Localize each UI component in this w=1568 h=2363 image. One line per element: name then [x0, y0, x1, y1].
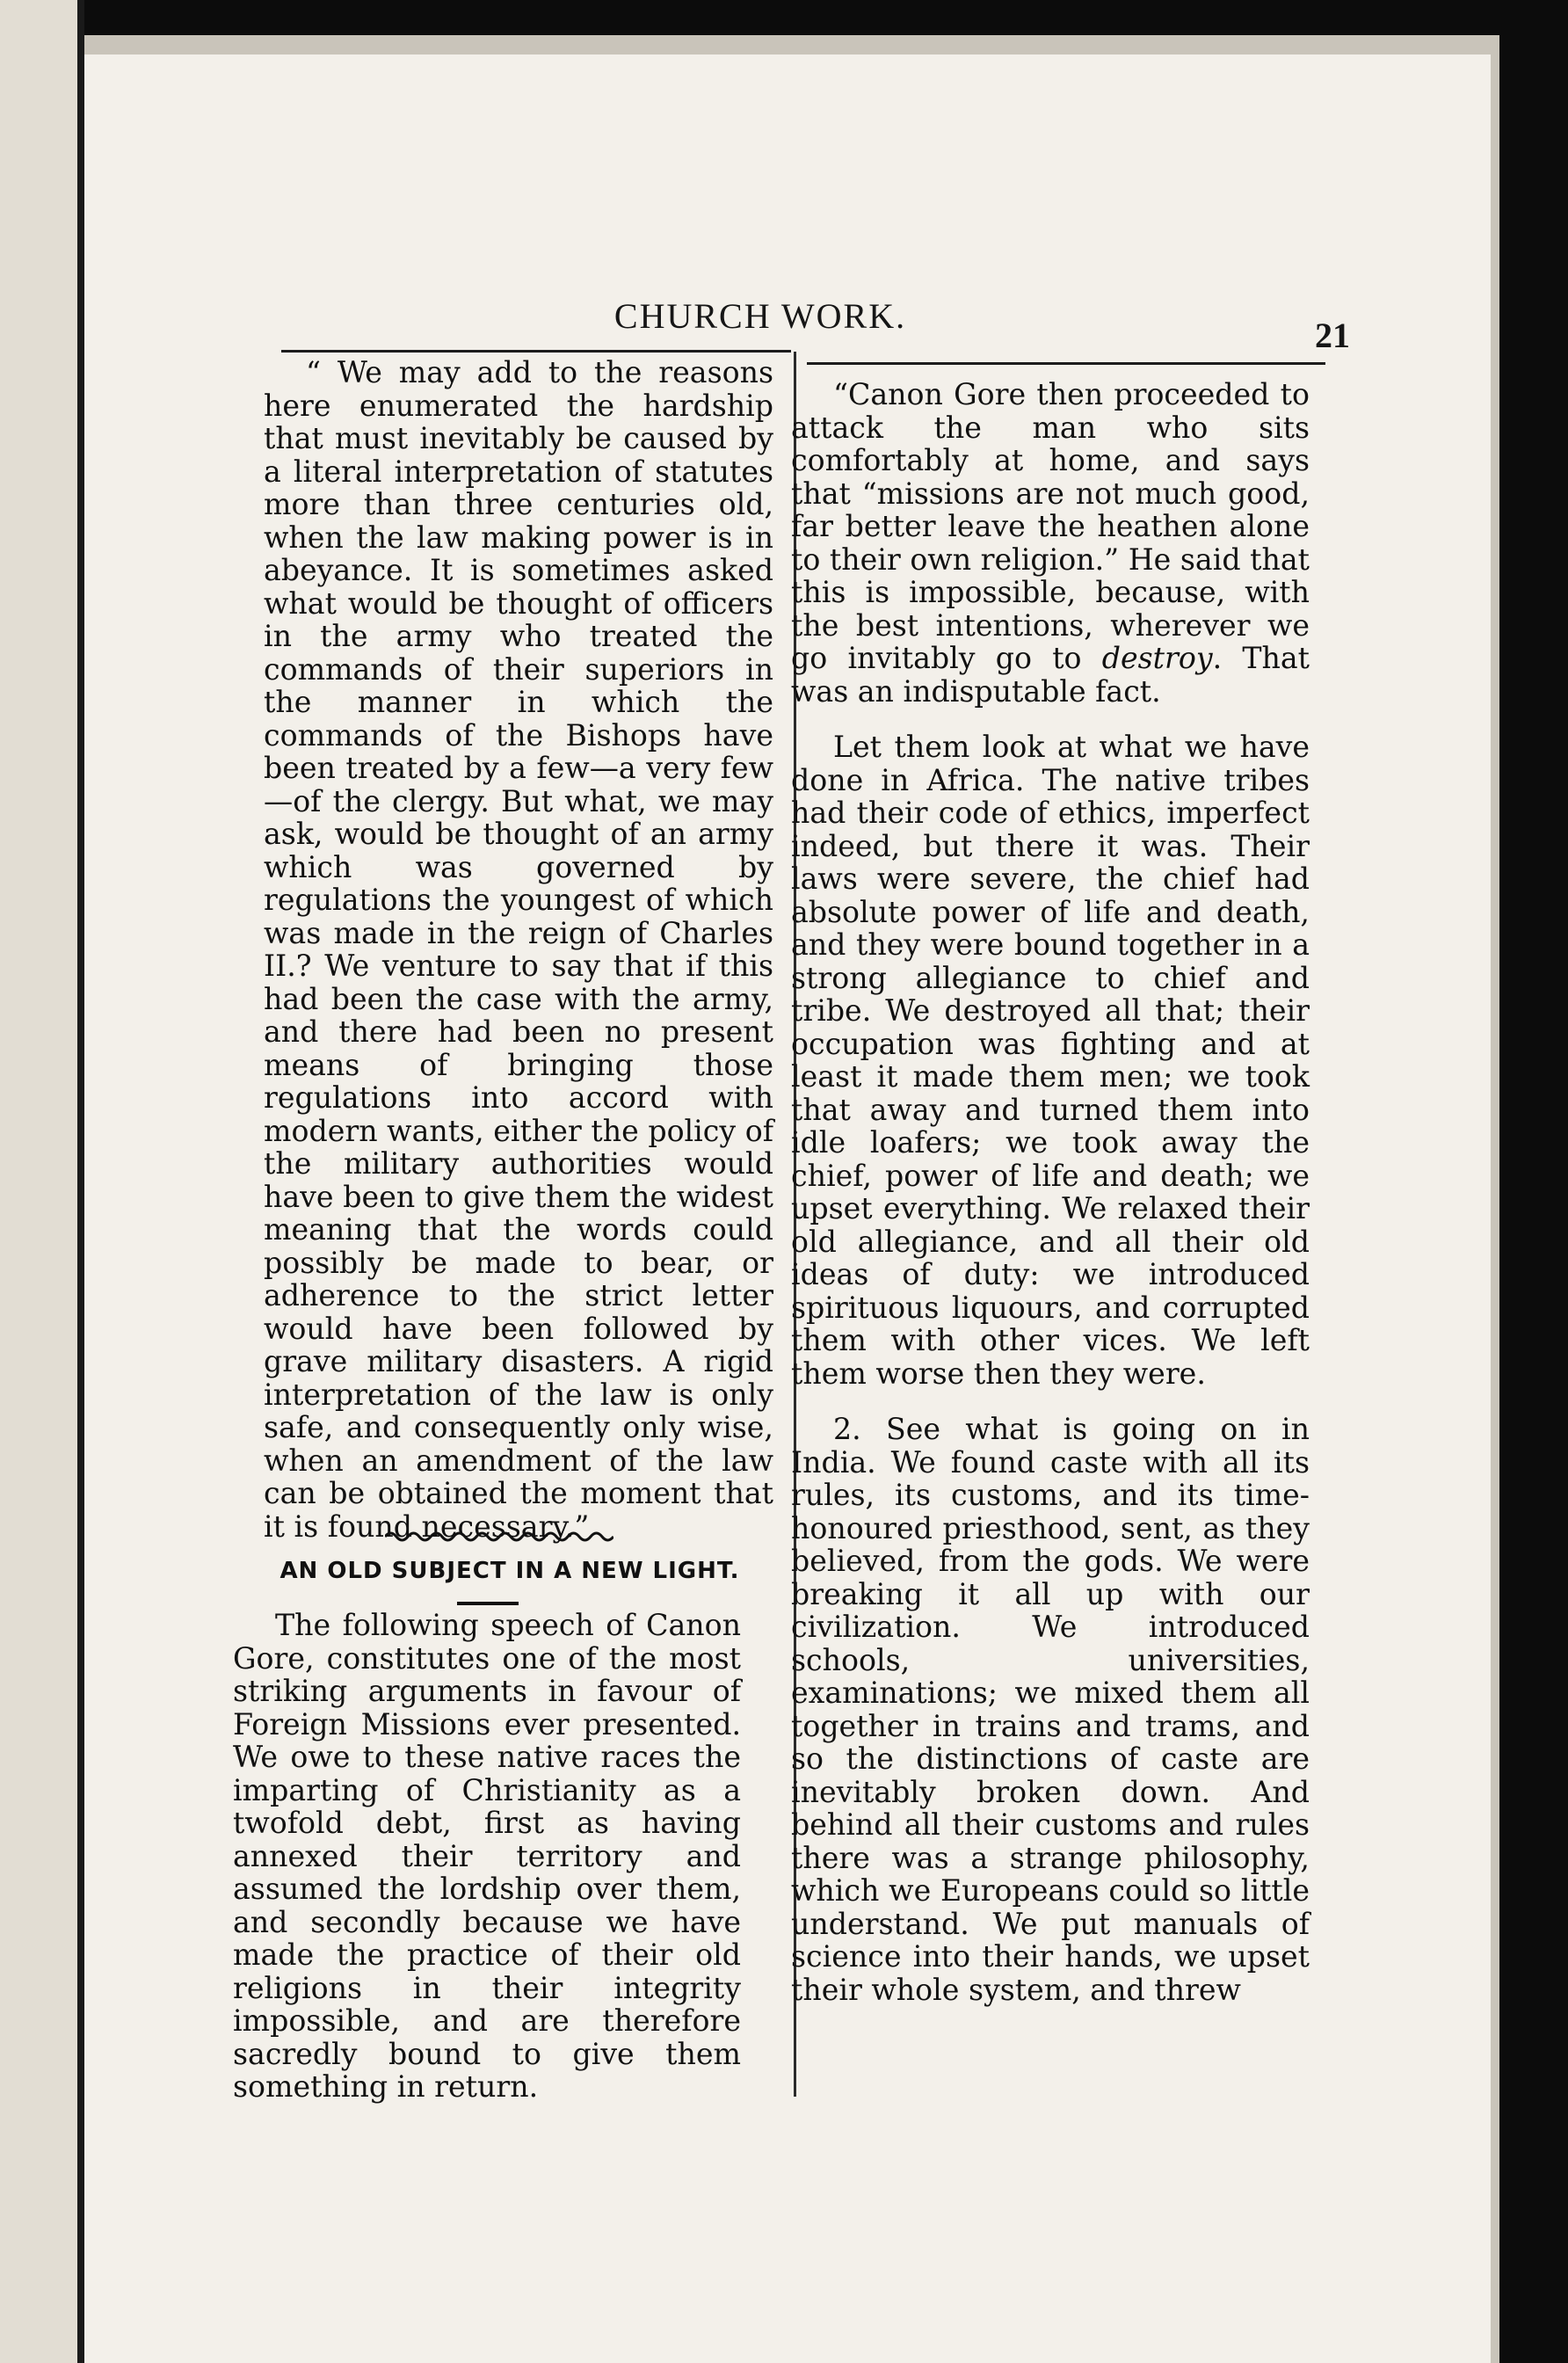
section-heading: AN OLD SUBJECT IN A NEW LIGHT.: [279, 1558, 740, 1584]
page-number: 21: [1315, 316, 1350, 355]
left-column-quote: [264, 356, 773, 1543]
wavy-divider: [385, 1530, 613, 1544]
right-paragraph-2: Let them look at what we have done in Africa. The native tribes had their code of ethics, imperfect indeed, but there it was. Their laws were severe, the chief had absolute power of life and death, and they were bound together in a strong allegiance to chief and tribe. We destroyed all that; their occupation was fighting and at least it made them men; we took that away and turned them into idle loafers; we took away the chief, power of life and death; we upset everything. We relaxed their old allegiance, and all their old ideas of duty: we introduced spirituous liquours, and corrupted them with other vices. We left them worse then they were.: [791, 730, 1310, 1391]
header-rule-right: [807, 362, 1325, 365]
facing-page-edge: [0, 0, 84, 2363]
heading-rule: [457, 1602, 519, 1605]
right-column: [791, 378, 1310, 2006]
right-paragraph-3: 2. See what is going on in India. We found caste with all its rules, its customs, and its time-honoured priesthood, sent, as they believed, from the gods. We were breaking it all up with our civilization. We introduced schools, universities, examinations; we mixed them all together in trains and trams, and so the distinctions of caste are inevitably broken down. And behind all their customs and rules there was a strange philosophy, which we Europeans could so little understand. We put manuals of science into their hands, we upset their whole system, and threw: [791, 1412, 1310, 2007]
intro-paragraph: The following speech of Canon Gore, constitutes one of the most striking arguments in favour of Foreign Missions ever presented. We owe to these native races the imparting of Christianity as a twofold debt, first as having annexed their territory and assumed the lordship over them, and secondly because we have made the practice of their old religions in their integrity impossible, and are therefore sacredly bound to give them something in return.: [233, 1608, 741, 2104]
left-column-intro: [233, 1609, 741, 2104]
header-rule-left: [281, 350, 791, 353]
running-title: CHURCH WORK.: [613, 296, 907, 336]
right-paragraph-1-text: “Canon Gore then proceeded to attack the man who sits comfortably at home, and says that “missions are not much good, far better leave the heathen alone to their own religion.” He said that this is impossible, because, with the best intentions, wherever we go invitably go to: [791, 377, 1310, 675]
quote-paragraph: “ We may add to the reasons here enumerated the hardship that must inevitably be caused by a literal interpretation of statutes more than three centuries old, when the law making power is in abeyance. It is sometimes asked what would be thought of officers in the army who treated the commands of their superiors in the manner in which the commands of the Bishops have been treated by a few—a very few—of the clergy. But what, we may ask, would be thought of an army which was governed by regulations the youngest of which was made in the reign of Charles II.? We venture to say that if this had been the case with the army, and there had been no present means of bringing those regulations into accord with modern wants, either the policy of the military authorities would have been to give them the widest meaning that the words could possibly be made to bear, or adherence to the strict letter would have been followed by grave military disasters. A rigid interpretation of the law is only safe, and consequently only wise, when an amendment of the law can be obtained the moment that it is found necessary.”: [264, 355, 773, 1544]
right-paragraph-1: [791, 378, 1310, 708]
right-paragraph-1-end: . That was an indisputable fact.: [791, 641, 1310, 709]
emphasis-destroy: destroy: [1101, 641, 1213, 675]
